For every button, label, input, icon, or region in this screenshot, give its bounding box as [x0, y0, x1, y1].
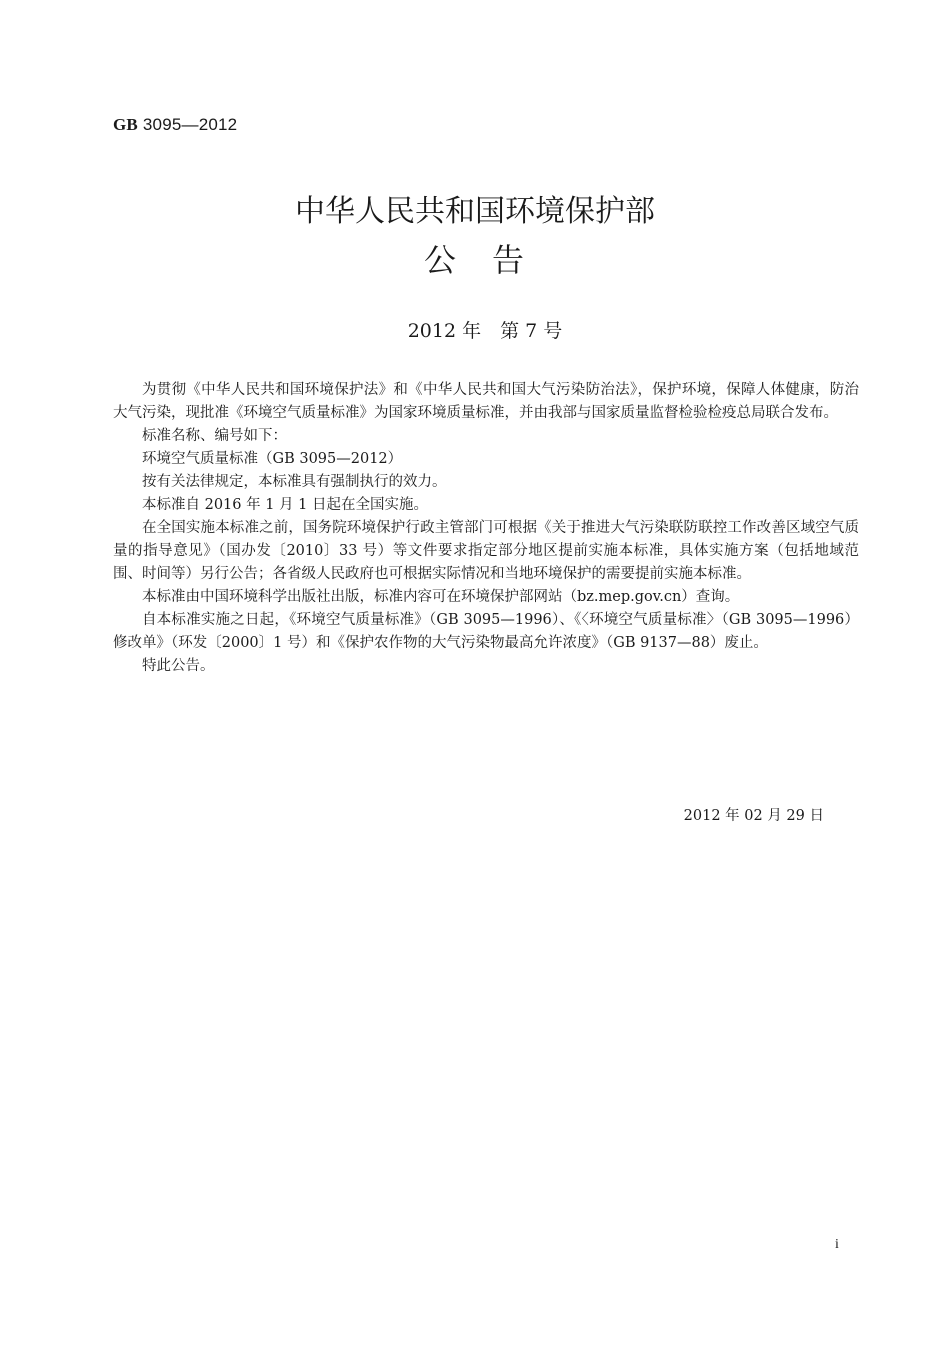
standard-code-prefix: GB [113, 115, 138, 134]
paragraph-early-implementation: 在全国实施本标准之前，国务院环境保护行政主管部门可根据《关于推进大气污染联防联控工作改善区域空气质量的指导意见》（国办发〔2010〕33 号）等文件要求指定部分地区提前实施本标准，具体实施方案（包括地域范围、时间等）另行公告；各省级人民政府也可根据实际情况和当地环境保护的需要提前实施本标准。 [113, 520, 859, 582]
page-number: i [835, 1237, 839, 1252]
standard-code [113, 115, 237, 135]
paragraph-standard-intro: 标准名称、编号如下： [142, 428, 287, 444]
paragraph-repeal: 自本标准实施之日起，《环境空气质量标准》（GB 3095—1996）、《〈环境空气质量标准〉（GB 3095—1996）修改单》（环发〔2000〕1 号）和《保护农作物的大气污染物最高允许浓度》（GB 9137—88）废止。 [113, 612, 859, 651]
paragraph-mandatory: 按有关法律规定，本标准具有强制执行的效力。 [142, 474, 447, 490]
signature-date: 2012 年 02 月 29 日 [683, 808, 824, 824]
notice-title: 公 告 [423, 241, 526, 279]
paragraph-publication: 本标准由中国环境科学出版社出版，标准内容可在环境保护部网站（bz.mep.gov.cn）查询。 [142, 589, 740, 605]
agency-title: 中华人民共和国环境保护部 [295, 194, 655, 229]
paragraph-purpose: 为贯彻《中华人民共和国环境保护法》和《中华人民共和国大气污染防治法》，保护环境，保障人体健康，防治大气污染，现批准《环境空气质量标准》为国家环境质量标准，并由我部与国家质量监督检验检疫总局联合发布。 [113, 382, 859, 421]
standard-code-number: 3095—2012 [137, 115, 238, 134]
issue-number: 2012 年 第 7 号 [407, 320, 563, 342]
announcement-body [113, 379, 859, 678]
paragraph-effective-date: 本标准自 2016 年 1 月 1 日起在全国实施。 [142, 497, 429, 513]
paragraph-closing: 特此公告。 [142, 658, 215, 674]
paragraph-standard-name: 环境空气质量标准（GB 3095—2012） [142, 451, 403, 467]
